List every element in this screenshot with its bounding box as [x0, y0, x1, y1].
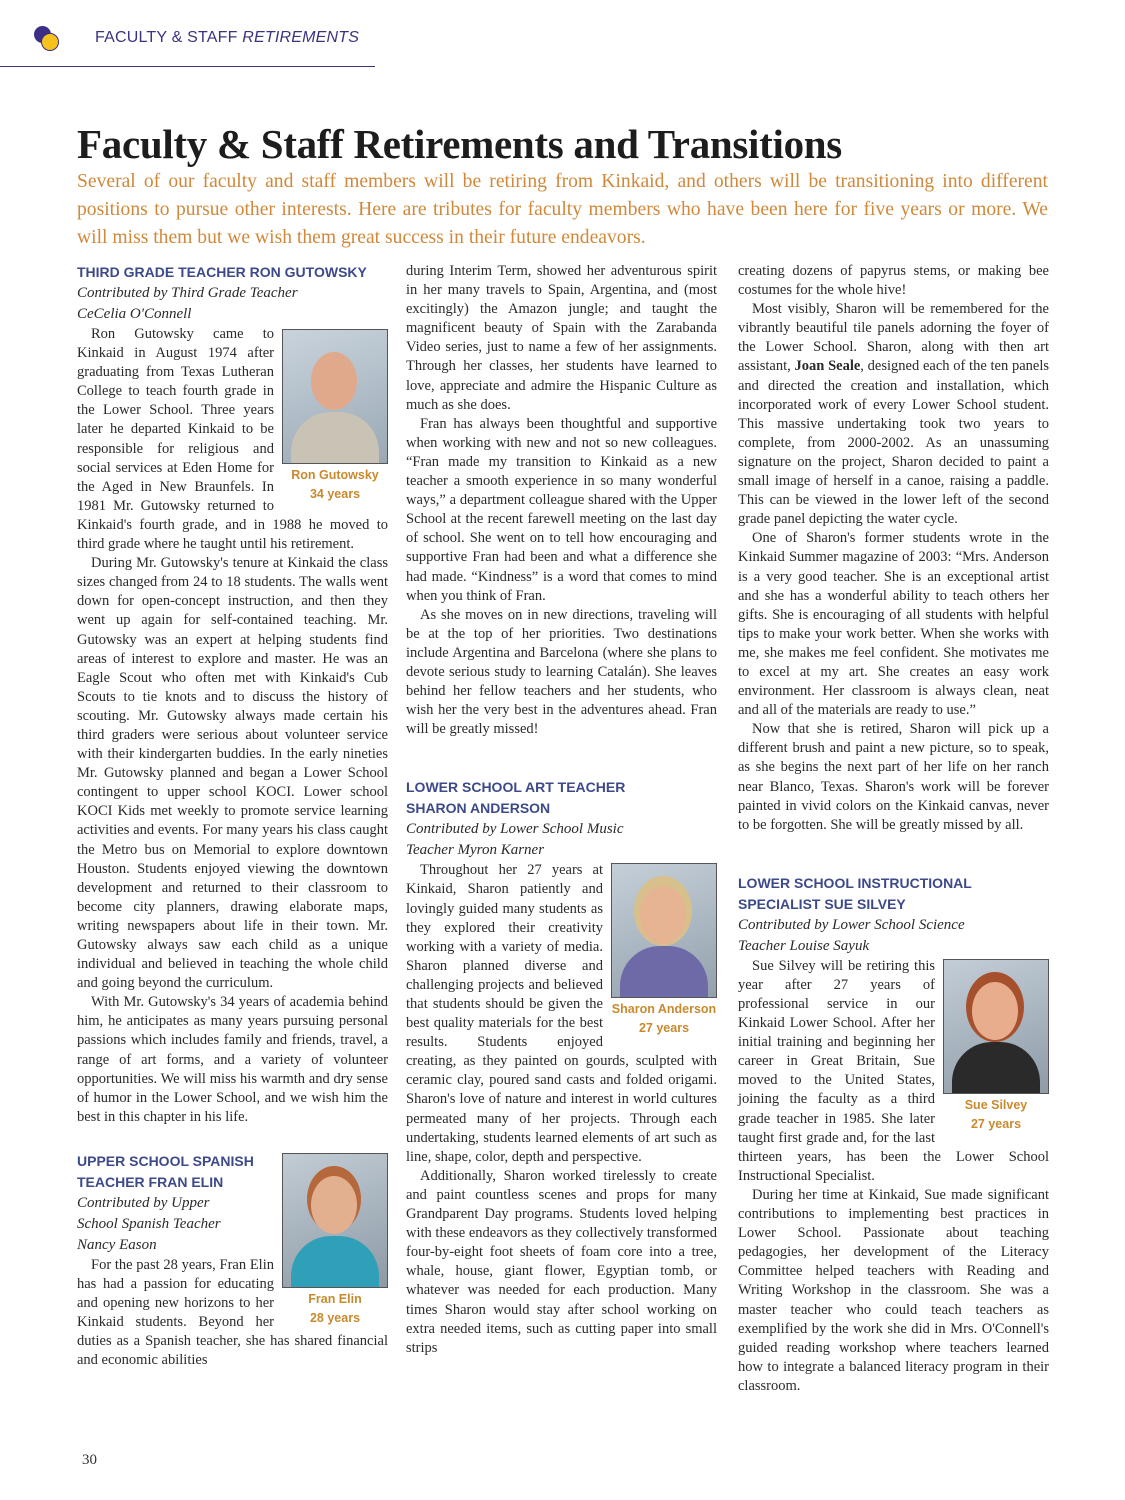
contributor-silvey: Contributed by Lower School Science Teacher Louise Sayuk: [738, 916, 965, 954]
paragraph: Sue Silvey will be retiring this year after 27 years of professional service in our Kinkaid Lower School. After her initial training and beginning her career in Great Britain, Sue moved to the United States, joining the faculty as a third grade teacher in 1985. She later taught first grade and, for the last thirteen years, has been the Lower School Instructional Specialist.: [738, 957, 1049, 1184]
paragraph: Ron Gutowsky came to Kinkaid in August 1974 after graduating from Texas Lutheran College to teach fourth grade in the Lower School. Three years later he departed Kinkaid to be responsible for religious and social services at Eden Home for the Aged in New Braunfels. In 1981 Mr. Gutowsky returned to Kinkaid's fourth grade, and in 1988 he moved to third grade where he taught until his retirement.: [77, 326, 388, 553]
contributor-anderson: Contributed by Lower School Music Teacher Myron Karner: [406, 821, 624, 859]
portrait-image: [943, 959, 1049, 1094]
intro-paragraph: Several of our faculty and staff members will be retiring from Kinkaid, and others will be transitioning into different positions to pursue other interests. Here are tributes for faculty members who have been here for five years or more. We will miss them but we wish them great success in their future endeavors.: [77, 171, 1048, 249]
contributor-gutowsky: Contributed by Third Grade Teacher CeCelia O'Connell: [77, 285, 298, 322]
paragraph: For the past 28 years, Fran Elin has had a passion for educating and opening new horizons to her Kinkaid students. Beyond her duties as a Spanish teacher, she has shared financial and economic abilities: [77, 1256, 388, 1369]
paragraph: With Mr. Gutowsky's 34 years of academia behind him, he anticipates as many years pursuing personal passions which includes family and friends, travel, a range of art forms, and a variety of volunteer opportunities. We will miss his warmth and dry sense of humor in the Lower School, and we wish him the best in this chapter in his life.: [77, 994, 388, 1125]
section-logo-icon: [34, 26, 64, 52]
section-header-italic: RETIREMENTS: [242, 29, 360, 46]
photo-caption: Sharon Anderson 27 years: [611, 1002, 717, 1036]
photo-sharon-anderson: [611, 863, 717, 1038]
header-divider: [0, 66, 375, 67]
section-heading-silvey: LOWER SCHOOL INSTRUCTIONAL SPECIALIST SUE SILVEY: [738, 874, 972, 912]
name-bold: Joan Seale: [794, 358, 861, 375]
photo-caption: Ron Gutowsky 34 years: [291, 468, 379, 501]
photo-caption: Sue Silvey 27 years: [964, 1097, 1028, 1131]
photo-sue-silvey: [943, 959, 1049, 1134]
page-number: 30: [82, 1452, 97, 1468]
section-heading-gutowsky: THIRD GRADE TEACHER RON GUTOWSKY: [77, 264, 367, 280]
paragraph: One of Sharon's former students wrote in the Kinkaid Summer magazine of 2003: “Mrs. Anderson is a very good teacher. She is an exceptional artist and she has a wonderful ability to teach others her gifts. She is encouraging of all students with helpful tips to make your work better. When she works with me, she makes me feel confident. She motivates me to excel at my art. She creates an easy work environment. Her classroom is always clean, neat and all of the materials are ready to use.”: [738, 530, 1049, 719]
page-title: Faculty & Staff Retirements and Transitions: [77, 121, 842, 167]
paragraph: Fran has always been thoughtful and supportive when working with new and not so new colleagues. “Fran made my transition to Kinkaid as a new teacher a smooth experience in so many wonderful ways,” a department colleague shared with the Upper School at the recent farewell meeting on the last day of school. She went on to tell how encouraging and supportive Fran had been and what a difference she had made. “Kindness” is a word that comes to mind when you think of Fran.: [406, 415, 717, 604]
photo-fran-elin: [282, 1153, 388, 1328]
column-2: [406, 262, 717, 1358]
section-heading-elin: UPPER SCHOOL SPANISH TEACHER FRAN ELIN: [77, 1152, 254, 1190]
paragraph: During her time at Kinkaid, Sue made significant contributions to implementing best practices in Lower School. Passionate about teaching pedagogies, her development of the Literacy Committee helped teachers with Reading and Writing Workshop in the classroom. She was a master teacher who could teach teachers as exemplified by the work she did in Mrs. O'Connell's guided reading workshop where teachers learned how to integrate a balanced literacy program in their classroom.: [738, 1186, 1049, 1394]
portrait-image: [282, 329, 388, 464]
paragraph: during Interim Term, showed her adventurous spirit in her many travels to Spain, Argentina, and (most excitingly) the Amazon jungle; and taught the magnificent beauty of Spain with the Zarabanda Video series, just to name a few of her assignments. Through her classes, her students have learned to love, appreciate and admire the Hispanic Culture as much as she does.: [406, 263, 717, 413]
section-header-label: FACULTY & STAFF: [95, 29, 238, 46]
paragraph: Additionally, Sharon worked tirelessly to create and paint countless scenes and props for many Grandparent Day programs. Students loved helping with these endeavors as they collectively transformed four-by-eight foot sheets of foam core into a tree, whale, house, giant flower, Egyptian tomb, or whatever was needed for each production. Many times Sharon would stay after school working on extra needed items, such as cutting paper into small strips: [406, 1167, 717, 1356]
photo-ron-gutowsky: [282, 329, 388, 504]
section-heading-anderson: LOWER SCHOOL ART TEACHER SHARON ANDERSON: [406, 779, 626, 817]
column-3: [738, 262, 1049, 1396]
contributor-elin: Contributed by Upper School Spanish Teacher Nancy Eason: [77, 1194, 221, 1253]
portrait-image: [611, 863, 717, 998]
column-1: [77, 262, 388, 1371]
paragraph: As she moves on in new directions, traveling will be at the top of her priorities. Two destinations include Argentina and Barcelona (where she plans to devote serious study to learning Catalán). She leaves behind her fellow teachers and her students, who wish her the very best in the adventures ahead. Fran will be greatly missed!: [406, 606, 717, 738]
paragraph: Most visibly, Sharon will be remembered for the vibrantly beautiful tile panels adorning the foyer of the Lower School. Sharon, along with then art assistant, Joan Seale, designed each of the ten panels and directed the creation and installation, which incorporated work of every Lower School student. This massive undertaking took two years to complete, from 2000-2002. As an unassuming signature on the project, Sharon decided to paint a small image of herself in a canoe, raising a paddle. This can be viewed in the lower left of the second grade panel depicting the water cycle.: [738, 301, 1050, 528]
paragraph: creating dozens of papyrus stems, or making bee costumes for the whole hive!: [738, 263, 1049, 299]
paragraph: Now that she is retired, Sharon will pick up a different brush and paint a new picture, so to speak, as she begins the next part of her life on her ranch near Blanco, Texas. Sharon's work will be forever painted in vivid colors on the Kinkaid canvas, never to be forgotten. She will be greatly missed by all.: [738, 721, 1049, 833]
section-header: [95, 29, 359, 47]
paragraph: Throughout her 27 years at Kinkaid, Sharon patiently and lovingly guided many students as they explored their creativity working with a variety of media. Sharon planned diverse and challenging projects and believed that students should be given the best quality materials for the best results. Students enjoyed creating, as they painted on gourds, sculpted with ceramic clay, poured sand casts and folded origami. Sharon's love of nature and interest in world cultures permeated many of her projects. Through each undertaking, students learned elements of art such as line, shape, color, depth and perspective.: [406, 862, 717, 1165]
portrait-image: [282, 1153, 388, 1288]
photo-caption: Fran Elin 28 years: [308, 1291, 362, 1325]
paragraph: During Mr. Gutowsky's tenure at Kinkaid the class sizes changed from 24 to 18 students. The walls went down for open-concept instruction, and then they went up again for self-contained teaching. Mr. Gutowsky was an expert at helping students find areas of interest to explore and master. He was an Eagle Scout who often met with Kinkaid's Cub Scouts to tie knots and to discuss the history of scouting. Mr. Gutowsky always made certain his third graders were serious about volunteer service with their kindergarten buddies. In the early nineties Mr. Gutowsky planned and began a Lower School contingent to upper school KOCI. Lower school KOCI Kids met weekly to promote service learning activities and events. For many years his class caught the Metro bus on Memorial to explore downtown Houston. Students enjoyed viewing the downtown development and returned to their classroom to become city planners, drawing elaborate maps, writing newspapers about life in their town. Mr. Gutowsky always saw each child as a unique individual and believed in teaching the whole child and going beyond the curriculum.: [77, 555, 388, 992]
